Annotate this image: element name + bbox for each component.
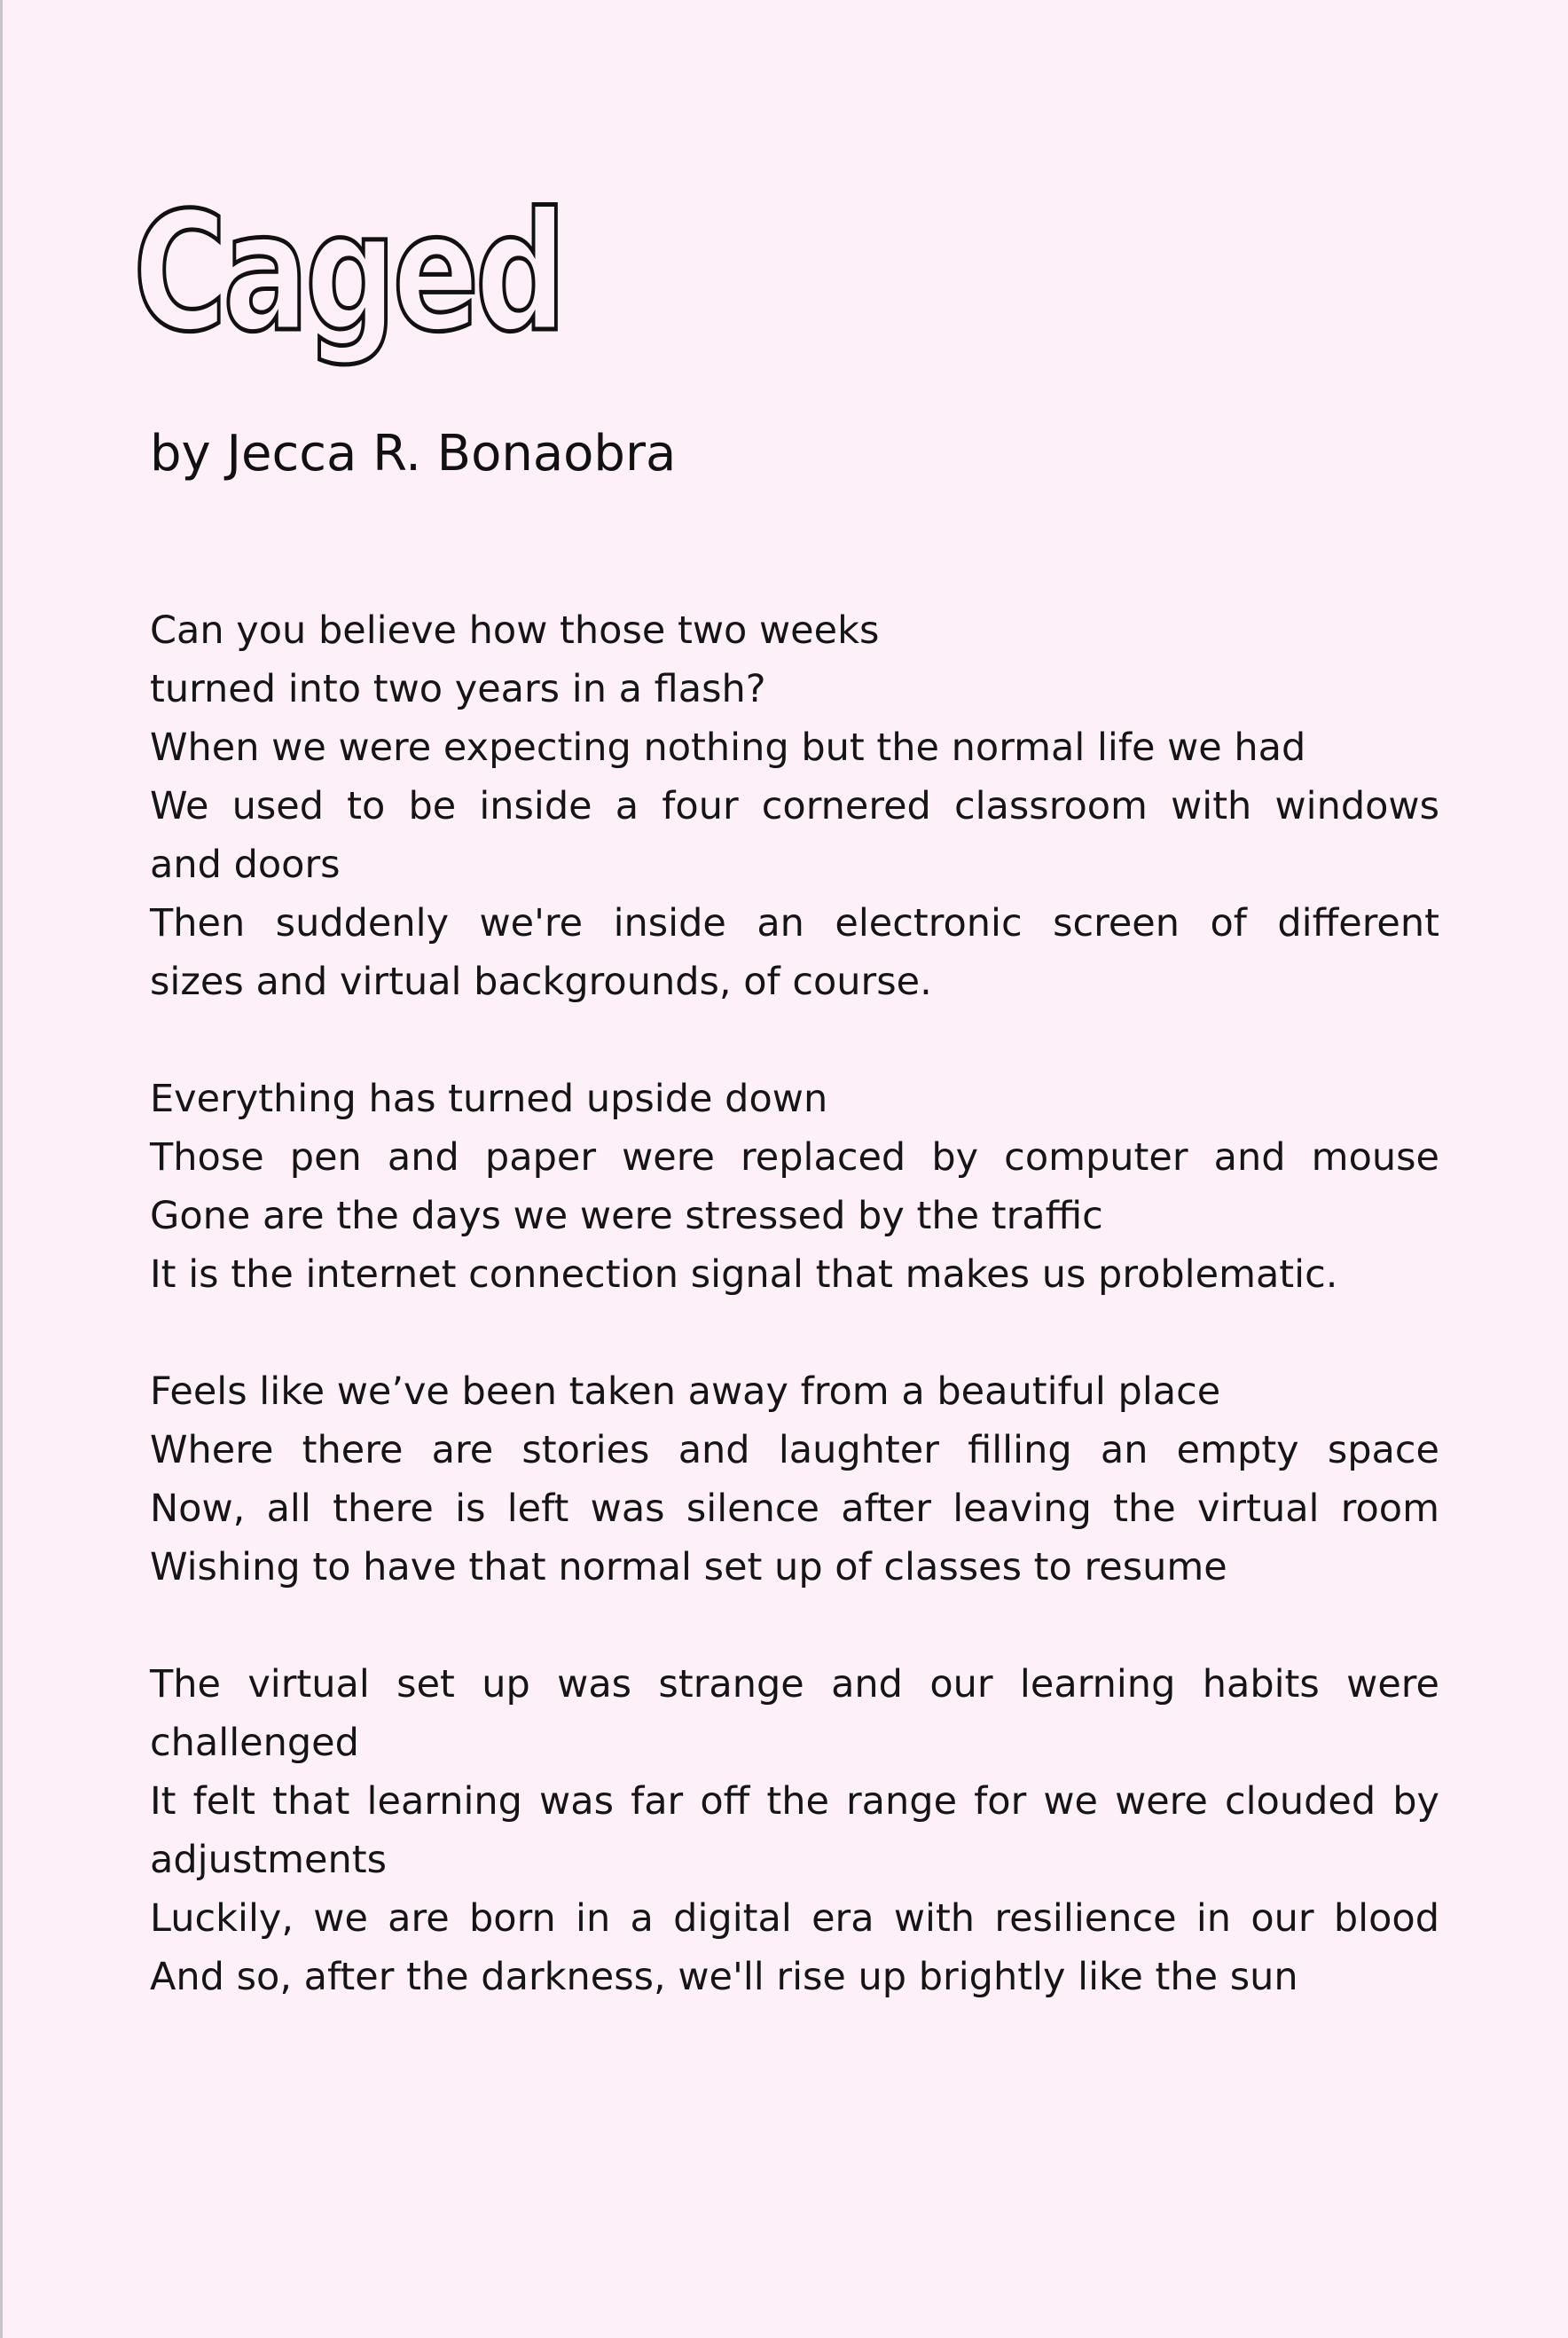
poem-line: and doors [150,843,341,887]
poem-line: turned into two years in a flash? [150,667,766,711]
poem-line: The virtual set up was strange and our learning habits were [150,1662,1439,1706]
poem-line: sizes and virtual backgrounds, of course. [150,960,932,1004]
stanza [150,601,1439,1011]
poem-line: It felt that learning was far off the range for we were clouded by [150,1779,1439,1824]
poem-line: Gone are the days we were stressed by the traffic [150,1194,1103,1238]
poem-line: It is the internet connection signal that makes us problematic. [150,1252,1338,1297]
poem-line: Luckily, we are born in a digital era with resilience in our blood [150,1896,1439,1941]
poem-line: And so, after the darkness, we'll rise up brightly like the sun [150,1955,1298,1999]
poem-line: Then suddenly we're inside an electronic screen of different [150,901,1439,945]
stanza [150,1655,1439,2006]
poem-byline: by Jecca R. Bonaobra [150,425,677,483]
poem-line: Wishing to have that normal set up of classes to resume [150,1545,1227,1589]
poem-line: Now, all there is left was silence after leaving the virtual room [150,1487,1439,1531]
poem-body [150,601,1439,2065]
poem-line: Those pen and paper were replaced by computer and mouse [150,1135,1439,1180]
stanza [150,1362,1439,1597]
poem-line: adjustments [150,1838,387,1882]
poem-line: We used to be inside a four cornered classroom with windows [150,784,1439,828]
poem-line: Everything has turned upside down [150,1077,828,1121]
poem-title: Caged [133,177,563,368]
poem-line: Feels like we’ve been taken away from a beautiful place [150,1369,1221,1414]
poem-line: When we were expecting nothing but the normal life we had [150,726,1306,770]
poem-line: Where there are stories and laughter filling an empty space [150,1428,1439,1472]
poem-line: challenged [150,1721,359,1765]
stanza [150,1070,1439,1304]
poem-line: Can you believe how those two weeks [150,608,880,653]
